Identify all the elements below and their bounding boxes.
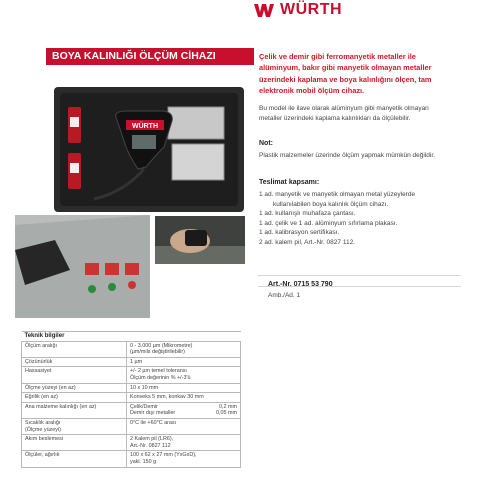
table-row <box>22 418 241 434</box>
list-item: 2 ad. kalem pil, Art.-Nr. 0827 112. <box>259 238 355 246</box>
package-quantity: Amb./Ad. 1 <box>268 292 301 299</box>
spec-value: 1 µm <box>127 357 241 367</box>
table-row <box>22 341 241 357</box>
spec-key: Ölçüler, ağırlık <box>22 451 127 467</box>
list-item: kullanılabilen boya kalınlık ölçüm cihazı. <box>273 200 389 208</box>
list-item: 1 ad. çelik ve 1 ad. alüminyum sıfırlama plakası. <box>259 219 398 227</box>
spec-key: Ölçme yüzeyi (en az) <box>22 383 127 393</box>
spec-value: 2 Kalem pil (LR6), Art.-Nr. 0827 112 <box>127 435 241 451</box>
note-heading: Not: <box>259 140 273 147</box>
usage-photo-hand <box>155 216 245 264</box>
table-row <box>22 435 241 451</box>
spec-key: Sıcaklık aralığı (Ölçme yüzeyi) <box>22 418 127 434</box>
table-heading: Teknik bilgiler <box>22 332 241 342</box>
table-row <box>22 357 241 367</box>
article-number: Art.-Nr. 0715 53 790 <box>268 281 333 288</box>
table-header-row <box>22 332 241 342</box>
brand-name: WÜRTH <box>280 1 343 18</box>
table-row <box>22 393 241 403</box>
spec-key: Akım beslemesi <box>22 435 127 451</box>
tech-specs-table <box>21 331 241 468</box>
spec-value: Konveks 5 mm, konkav 30 mm <box>127 393 241 403</box>
delivery-list <box>259 190 459 248</box>
list-item: 1 ad. kullanışlı muhafaza çantası. <box>259 210 356 218</box>
list-item: 1 ad. kalibrasyon sertifikası. <box>259 229 340 237</box>
device-logo-label: WÜRTH <box>131 123 159 130</box>
spec-key: Ölçüm aralığı <box>22 341 127 357</box>
spec-value: 0°C ile +60°C arası <box>127 418 241 434</box>
table-row <box>22 367 241 383</box>
table-row <box>22 383 241 393</box>
spec-value: 0 - 3.000 µm (Mikrometre) (µm/mils değiştirilebilir) <box>127 341 241 357</box>
table-row <box>22 402 241 418</box>
delivery-heading: Teslimat kapsamı: <box>259 179 320 186</box>
note-text: Plastik malzemeler üzerinde ölçüm yapmak mümkün değildir. <box>259 152 435 159</box>
list-item: 1 ad. manyetik ve manyetik olmayan metal yüzeylerde <box>259 191 416 198</box>
usage-photo-wall <box>15 215 150 318</box>
product-case-photo <box>54 87 244 212</box>
spec-value: Çelik/Demir 0,2 mm Demir dışı metaller 0,05 mm <box>127 402 241 418</box>
spec-key: Eğrilik (en az) <box>22 393 127 403</box>
spec-key: Hassasiyet <box>22 367 127 383</box>
spec-value: 10 x 10 mm <box>127 383 241 393</box>
spec-key: Çözünürlük <box>22 357 127 367</box>
table-row <box>22 451 241 467</box>
spec-value: +/- 2 µm temel toleransı Ölçüm değerinin % +/-3'ü <box>127 367 241 383</box>
spec-key: Ana malzeme kalınlığı (en az) <box>22 402 127 418</box>
description-text: Bu model ile ilave olarak alüminyum gibi manyetik olmayan metaller üzerindeki kaplama kalınlıkları da ölçülebilir. <box>259 105 429 122</box>
intro-text: Çelik ve demir gibi ferromanyetik metaller ile alüminyum, bakır gibi manyetik olmayan metaller üzerindeki kaplama ve boya kalınlığını ölçen, tam elektronik mobil ölçüm cihazı. <box>259 52 432 95</box>
wurth-logo-icon <box>253 2 275 19</box>
spec-value: 100 x 62 x 27 mm (YxGxD), yakl. 150 g <box>127 451 241 467</box>
page-title: BOYA KALINLIĞI ÖLÇÜM CİHAZI <box>52 50 216 62</box>
